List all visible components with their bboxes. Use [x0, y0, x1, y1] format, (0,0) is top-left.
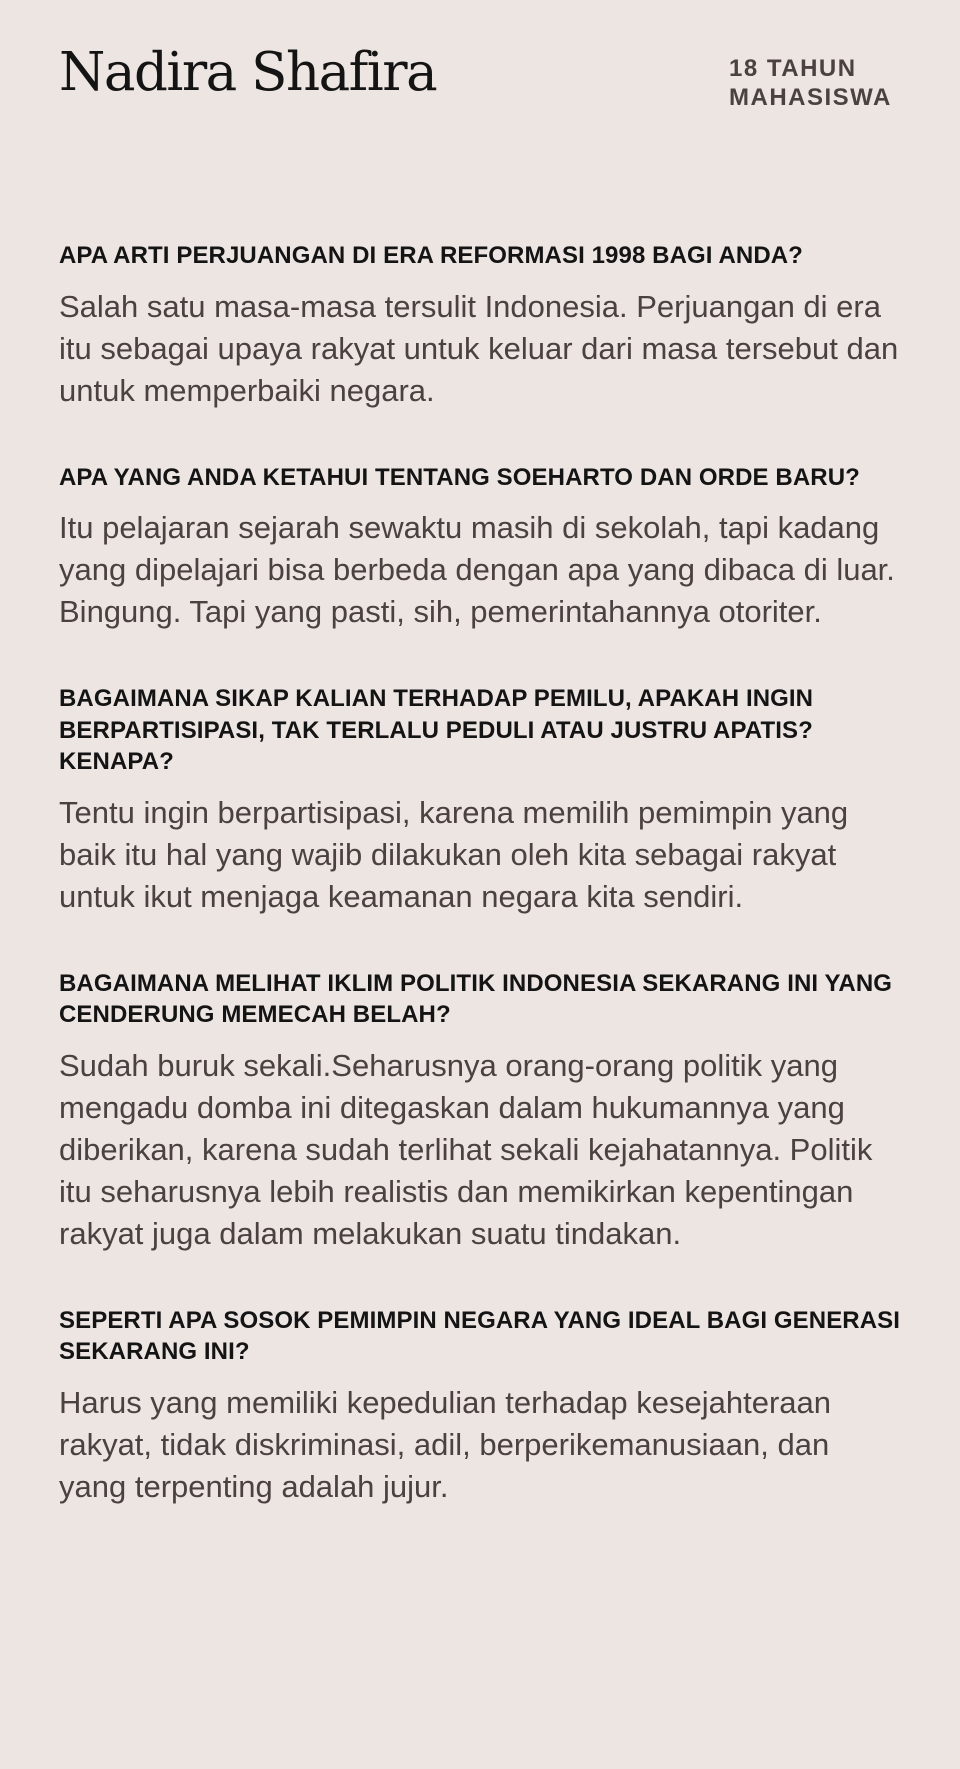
person-meta [729, 54, 892, 112]
question-4: BAGAIMANA MELIHAT IKLIM POLITIK INDONESIA SEKARANG INI YANG CENDERUNG MEMECAH BELAH? [59, 969, 893, 1028]
answer-3: Tentu ingin berpartisipasi, karena memilih pemimpin yang baik itu hal yang wajib dilakukan oleh kita sebagai rakyat untuk ikut menjaga keamanan negara kita sendiri. [59, 794, 849, 914]
answer-5: Harus yang memiliki kepedulian terhadap kesejahteraan rakyat, tidak diskriminasi, adil, berperikemanusiaan, dan yang terpenting adalah jujur. [59, 1384, 832, 1504]
answer-2: Itu pelajaran sejarah sewaktu masih di sekolah, tapi kadang yang dipelajari bisa berbeda dengan apa yang dibaca di luar. Bingung. Tapi yang pasti, sih, pemerintahannya otoriter. [59, 510, 895, 629]
answer-4: Sudah buruk sekali.Seharusnya orang-orang politik yang mengadu domba ini ditegaskan dalam hukumannya yang diberikan, karena sudah terlihat sekali kejahatannya. Politik itu seharusnya lebih realistis dan memikirkan kepentingan rakyat juga dalam melakukan suatu tindakan. [59, 1047, 873, 1251]
answer-1: Salah satu masa-masa tersulit Indonesia. Perjuangan di era itu sebagai upaya rakyat untuk keluar dari masa tersebut dan untuk memperbaiki negara. [59, 288, 899, 408]
qa-item-3 [59, 683, 901, 918]
question-3: BAGAIMANA SIKAP KALIAN TERHADAP PEMILU, APAKAH INGIN BERPARTISIPASI, TAK TERLALU PEDULI ATAU JUSTRU APATIS? KENAPA? [59, 685, 814, 775]
person-age: 18 TAHUN [729, 55, 857, 82]
question-2: APA YANG ANDA KETAHUI TENTANG SOEHARTO DAN ORDE BARU? [59, 463, 860, 491]
person-occupation: MAHASISWA [729, 84, 892, 111]
qa-item-1 [59, 240, 901, 412]
profile-header [59, 0, 901, 240]
question-1: APA ARTI PERJUANGAN DI ERA REFORMASI 1998 BAGI ANDA? [59, 242, 803, 269]
person-name: Nadira Shafira [59, 42, 437, 103]
qa-item-5 [59, 1305, 901, 1508]
interview-page [59, 0, 901, 1558]
qa-item-2 [59, 462, 901, 634]
question-5: SEPERTI APA SOSOK PEMIMPIN NEGARA YANG IDEAL BAGI GENERASI SEKARANG INI? [59, 1306, 901, 1365]
qa-item-4 [59, 968, 901, 1255]
